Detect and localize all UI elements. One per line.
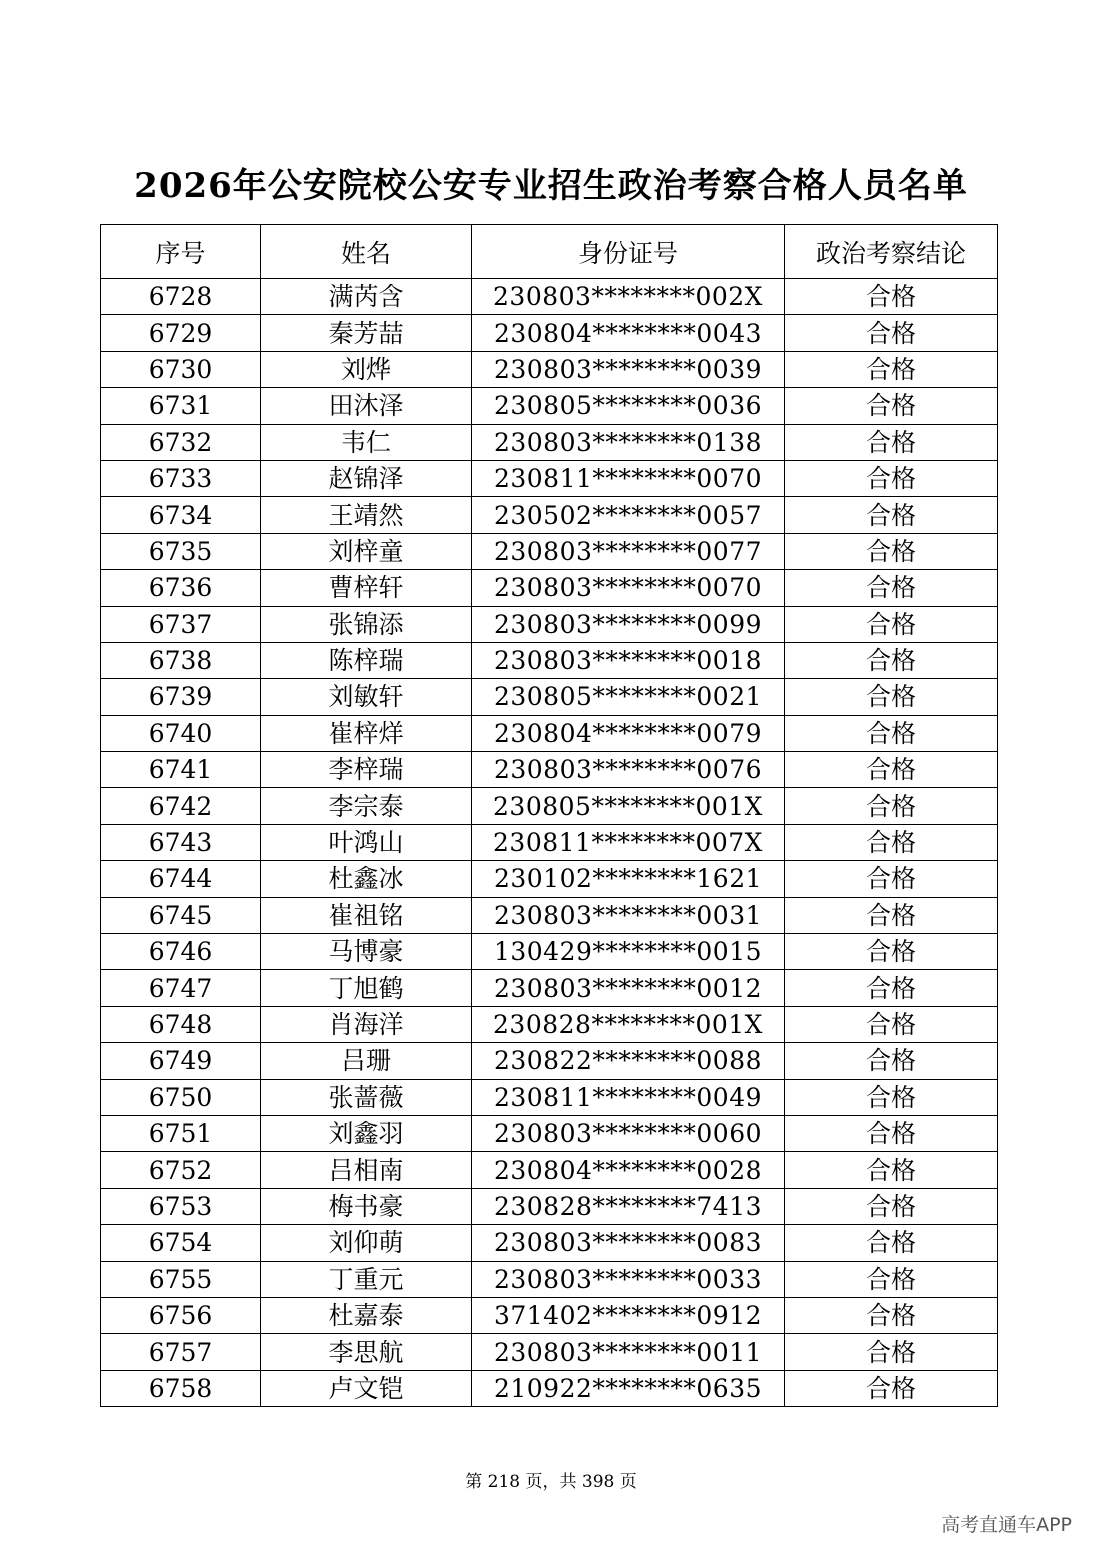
cell-id-number: 230822********0088 — [472, 1043, 785, 1079]
cell-conclusion: 合格 — [785, 934, 998, 970]
table-row — [101, 1115, 998, 1151]
table-row — [101, 315, 998, 351]
table-row — [101, 970, 998, 1006]
cell-conclusion: 合格 — [785, 679, 998, 715]
cell-conclusion: 合格 — [785, 1225, 998, 1261]
table-row — [101, 715, 998, 751]
table-row — [101, 533, 998, 569]
cell-id-number: 230803********0012 — [472, 970, 785, 1006]
app-watermark: 高考直通车APP — [941, 1514, 1072, 1536]
cell-name: 丁重元 — [261, 1261, 472, 1297]
cell-conclusion: 合格 — [785, 351, 998, 387]
cell-name: 刘烨 — [261, 351, 472, 387]
table-row — [101, 570, 998, 606]
cell-id-number: 230803********0031 — [472, 897, 785, 933]
table-row — [101, 279, 998, 315]
cell-conclusion: 合格 — [785, 1370, 998, 1406]
cell-index: 6758 — [101, 1370, 261, 1406]
cell-index: 6731 — [101, 388, 261, 424]
table-row — [101, 788, 998, 824]
column-header-conclusion: 政治考察结论 — [785, 225, 998, 279]
cell-name: 张蔷薇 — [261, 1079, 472, 1115]
cell-index: 6756 — [101, 1297, 261, 1333]
cell-name: 李宗泰 — [261, 788, 472, 824]
cell-conclusion: 合格 — [785, 1043, 998, 1079]
cell-index: 6744 — [101, 861, 261, 897]
cell-name: 满芮含 — [261, 279, 472, 315]
cell-conclusion: 合格 — [785, 460, 998, 496]
cell-index: 6751 — [101, 1115, 261, 1151]
cell-index: 6746 — [101, 934, 261, 970]
cell-name: 刘鑫羽 — [261, 1115, 472, 1151]
cell-index: 6736 — [101, 570, 261, 606]
cell-id-number: 230803********0011 — [472, 1334, 785, 1370]
cell-name: 杜鑫冰 — [261, 861, 472, 897]
cell-name: 曹梓轩 — [261, 570, 472, 606]
cell-name: 韦仁 — [261, 424, 472, 460]
cell-conclusion: 合格 — [785, 642, 998, 678]
cell-name: 赵锦泽 — [261, 460, 472, 496]
cell-name: 吕相南 — [261, 1152, 472, 1188]
cell-index: 6742 — [101, 788, 261, 824]
cell-conclusion: 合格 — [785, 1188, 998, 1224]
cell-name: 卢文铠 — [261, 1370, 472, 1406]
cell-index: 6749 — [101, 1043, 261, 1079]
document-title: 2026年公安院校公安专业招生政治考察合格人员名单 — [134, 166, 968, 206]
cell-index: 6753 — [101, 1188, 261, 1224]
cell-id-number: 230804********0079 — [472, 715, 785, 751]
cell-conclusion: 合格 — [785, 715, 998, 751]
cell-id-number: 230803********0018 — [472, 642, 785, 678]
cell-index: 6738 — [101, 642, 261, 678]
cell-conclusion: 合格 — [785, 570, 998, 606]
cell-id-number: 230811********0049 — [472, 1079, 785, 1115]
table-row — [101, 1079, 998, 1115]
cell-conclusion: 合格 — [785, 824, 998, 860]
cell-conclusion: 合格 — [785, 1152, 998, 1188]
cell-id-number: 230803********0033 — [472, 1261, 785, 1297]
table-row — [101, 861, 998, 897]
table-row — [101, 934, 998, 970]
cell-name: 崔梓烊 — [261, 715, 472, 751]
table-row — [101, 1297, 998, 1333]
table-row — [101, 1370, 998, 1406]
table-row — [101, 679, 998, 715]
cell-index: 6735 — [101, 533, 261, 569]
cell-conclusion: 合格 — [785, 1261, 998, 1297]
cell-name: 李梓瑞 — [261, 752, 472, 788]
cell-name: 田沐泽 — [261, 388, 472, 424]
cell-index: 6732 — [101, 424, 261, 460]
table-row — [101, 1188, 998, 1224]
cell-name: 吕珊 — [261, 1043, 472, 1079]
cell-name: 刘仰萌 — [261, 1225, 472, 1261]
cell-id-number: 230804********0028 — [472, 1152, 785, 1188]
table-row — [101, 424, 998, 460]
table-row — [101, 388, 998, 424]
roster-body — [101, 279, 998, 1407]
column-header-id-number: 身份证号 — [472, 225, 785, 279]
cell-id-number: 230803********0138 — [472, 424, 785, 460]
cell-index: 6734 — [101, 497, 261, 533]
cell-index: 6737 — [101, 606, 261, 642]
table-row — [101, 497, 998, 533]
table-row — [101, 1043, 998, 1079]
table-row — [101, 351, 998, 387]
table-row — [101, 1334, 998, 1370]
cell-id-number: 230805********001X — [472, 788, 785, 824]
table-row — [101, 752, 998, 788]
cell-name: 马博豪 — [261, 934, 472, 970]
cell-conclusion: 合格 — [785, 970, 998, 1006]
cell-id-number: 230828********001X — [472, 1006, 785, 1042]
cell-id-number: 230803********002X — [472, 279, 785, 315]
cell-index: 6729 — [101, 315, 261, 351]
table-row — [101, 1006, 998, 1042]
cell-name: 丁旭鹤 — [261, 970, 472, 1006]
cell-id-number: 230803********0083 — [472, 1225, 785, 1261]
cell-index: 6755 — [101, 1261, 261, 1297]
cell-index: 6740 — [101, 715, 261, 751]
cell-id-number: 230803********0039 — [472, 351, 785, 387]
table-row — [101, 897, 998, 933]
cell-name: 张锦添 — [261, 606, 472, 642]
header-row — [101, 225, 998, 279]
cell-index: 6747 — [101, 970, 261, 1006]
cell-index: 6743 — [101, 824, 261, 860]
cell-name: 李思航 — [261, 1334, 472, 1370]
cell-name: 杜嘉泰 — [261, 1297, 472, 1333]
cell-id-number: 230803********0077 — [472, 533, 785, 569]
column-header-index: 序号 — [101, 225, 261, 279]
cell-id-number: 230804********0043 — [472, 315, 785, 351]
cell-conclusion: 合格 — [785, 279, 998, 315]
cell-index: 6750 — [101, 1079, 261, 1115]
cell-id-number: 230805********0036 — [472, 388, 785, 424]
cell-index: 6728 — [101, 279, 261, 315]
cell-index: 6739 — [101, 679, 261, 715]
roster-table — [100, 224, 998, 1407]
cell-conclusion: 合格 — [785, 606, 998, 642]
cell-conclusion: 合格 — [785, 1297, 998, 1333]
cell-conclusion: 合格 — [785, 1079, 998, 1115]
cell-name: 叶鸿山 — [261, 824, 472, 860]
cell-id-number: 230803********0060 — [472, 1115, 785, 1151]
cell-conclusion: 合格 — [785, 1006, 998, 1042]
cell-index: 6754 — [101, 1225, 261, 1261]
cell-id-number: 210922********0635 — [472, 1370, 785, 1406]
table-row — [101, 642, 998, 678]
cell-conclusion: 合格 — [785, 1334, 998, 1370]
table-row — [101, 824, 998, 860]
table-row — [101, 1225, 998, 1261]
cell-name: 梅书豪 — [261, 1188, 472, 1224]
cell-id-number: 230803********0099 — [472, 606, 785, 642]
cell-id-number: 230803********0076 — [472, 752, 785, 788]
cell-id-number: 130429********0015 — [472, 934, 785, 970]
cell-conclusion: 合格 — [785, 861, 998, 897]
cell-id-number: 230502********0057 — [472, 497, 785, 533]
cell-index: 6730 — [101, 351, 261, 387]
cell-name: 崔祖铭 — [261, 897, 472, 933]
cell-id-number: 230811********0070 — [472, 460, 785, 496]
cell-conclusion: 合格 — [785, 388, 998, 424]
cell-index: 6733 — [101, 460, 261, 496]
cell-id-number: 230803********0070 — [472, 570, 785, 606]
cell-conclusion: 合格 — [785, 497, 998, 533]
cell-conclusion: 合格 — [785, 897, 998, 933]
cell-index: 6741 — [101, 752, 261, 788]
page-number: 第 218 页，共 398 页 — [465, 1472, 637, 1492]
cell-name: 刘梓童 — [261, 533, 472, 569]
cell-conclusion: 合格 — [785, 424, 998, 460]
cell-index: 6752 — [101, 1152, 261, 1188]
column-header-name: 姓名 — [261, 225, 472, 279]
cell-id-number: 230811********007X — [472, 824, 785, 860]
table-row — [101, 606, 998, 642]
cell-name: 秦芳喆 — [261, 315, 472, 351]
cell-name: 刘敏轩 — [261, 679, 472, 715]
cell-index: 6748 — [101, 1006, 261, 1042]
cell-name: 王靖然 — [261, 497, 472, 533]
cell-conclusion: 合格 — [785, 752, 998, 788]
cell-name: 陈梓瑞 — [261, 642, 472, 678]
cell-id-number: 230805********0021 — [472, 679, 785, 715]
cell-conclusion: 合格 — [785, 1115, 998, 1151]
cell-id-number: 371402********0912 — [472, 1297, 785, 1333]
table-row — [101, 1152, 998, 1188]
cell-conclusion: 合格 — [785, 315, 998, 351]
table-row — [101, 1261, 998, 1297]
cell-id-number: 230102********1621 — [472, 861, 785, 897]
cell-conclusion: 合格 — [785, 788, 998, 824]
table-row — [101, 460, 998, 496]
cell-name: 肖海洋 — [261, 1006, 472, 1042]
cell-conclusion: 合格 — [785, 533, 998, 569]
cell-index: 6745 — [101, 897, 261, 933]
cell-index: 6757 — [101, 1334, 261, 1370]
cell-id-number: 230828********7413 — [472, 1188, 785, 1224]
